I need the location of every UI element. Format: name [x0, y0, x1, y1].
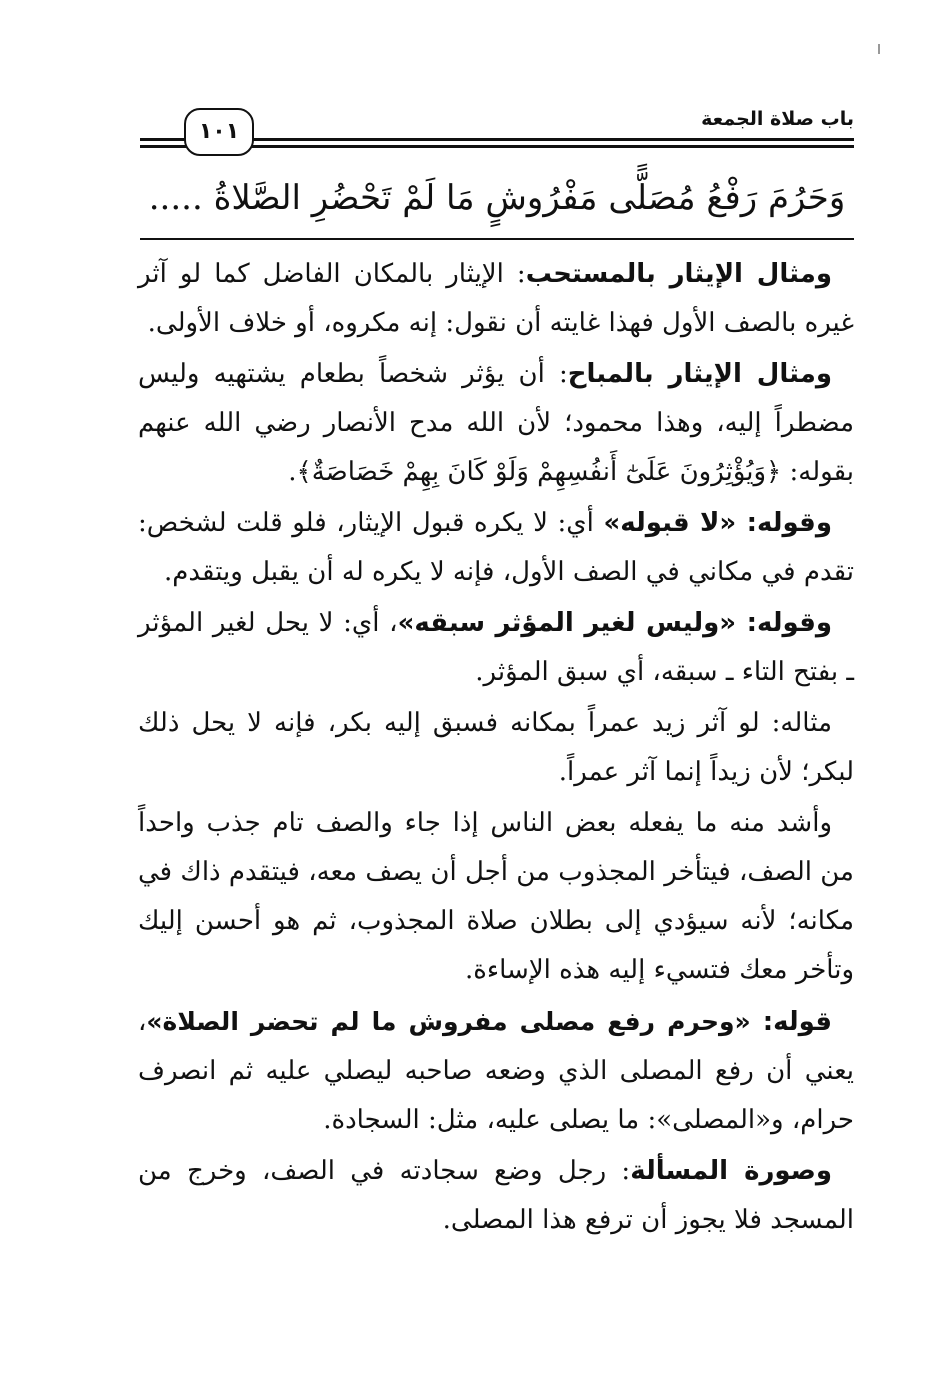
matn-divider: [140, 238, 854, 240]
paragraph-lead: وقوله: [756, 608, 833, 638]
commentary-body: [138, 250, 854, 1330]
paragraph: [138, 499, 854, 597]
quoted-phrase: : «لا قبوله»: [603, 508, 757, 538]
page-number: ١٠١: [184, 108, 254, 156]
paragraph-text: ، أي: لا يحل لغير المؤثر ـ بفتح التاء ـ سبقه، أي سبق المؤثر.: [138, 608, 854, 687]
chapter-title: باب صلاة الجمعة: [701, 108, 854, 130]
paragraph-text: : الإيثار بالمكان الفاضل كما لو آثر غيره بالصف الأول فهذا غايته أن نقول: إنه مكروه، أو خلاف الأولى.: [138, 259, 854, 338]
paragraph-text: ، يعني أن رفع المصلى الذي وضعه صاحبه ليصلي عليه ثم انصرف حرام، و«المصلى»: ما يصلى عليه، مثل: السجادة.: [138, 1007, 854, 1135]
paragraph-lead: ومثال الإيثار بالمستحب: [525, 259, 833, 289]
paragraph-text: أي: لا يكره قبول الإيثار، فلو قلت لشخص: تقدم في مكاني في الصف الأول، فإنه لا يكره له أن يقبل ويتقدم.: [138, 508, 854, 587]
paragraph: [138, 997, 854, 1145]
quoted-phrase: «وحرم رفع مصلى مفروش ما لم تحضر الصلاة»: [146, 1007, 763, 1036]
paragraph: [138, 1147, 854, 1245]
paragraph: [138, 350, 854, 497]
paragraph-lead: قوله:: [762, 1007, 832, 1037]
paragraph-lead: ومثال الإيثار بالمباح: [567, 359, 832, 389]
paragraph-text: : أن يؤثر شخصاً بطعام يشتهيه وليس مضطراً إليه، وهذا محمود؛ لأن الله مدح الأنصار رضي الله عنهم بقوله: ﴿وَيُؤْثِرُونَ عَلَىٰٓ أَنفُسِهِمْ وَلَوْ كَانَ بِهِمْ خَصَاصَةٌ﴾.: [138, 359, 854, 487]
page-header: [140, 100, 854, 156]
paragraph: [138, 699, 854, 797]
paragraph: [138, 599, 854, 697]
matn-text: وَحَرُمَ رَفْعُ مُصَلًّى مَفْرُوشٍ مَا لَمْ تَحْضُرِ الصَّلاةُ .....: [148, 178, 846, 218]
paragraph-text: : رجل وضع سجادته في الصف، وخرج من المسجد فلا يجوز أن ترفع هذا المصلى.: [138, 1156, 854, 1235]
quoted-phrase: : «وليس لغير المؤثر سبقه»: [397, 608, 757, 638]
paragraph: [138, 250, 854, 348]
paragraph-lead: وقوله: [756, 508, 832, 538]
paragraph-text: مثاله: لو آثر زيد عمراً بمكانه فسبق إليه بكر، فإنه لا يحل ذلك لبكر؛ لأن زيداً إنما آثر عمراً.: [138, 708, 854, 787]
paragraph-lead: وصورة المسألة: [630, 1156, 833, 1186]
paragraph-text: وأشد منه ما يفعله بعض الناس إذا جاء والصف تام جذب واحداً من الصف، فيتأخر المجذوب من أجل أن يصف معه، فيتقدم ذاك في مكانه؛ لأنه سيؤدي إلى بطلان صلاة المجذوب، ثم هو أحسن إليك وتأخر معك فتسيء إليه هذه الإساءة.: [138, 808, 854, 985]
margin-mark: [878, 44, 880, 54]
paragraph: [138, 799, 854, 995]
